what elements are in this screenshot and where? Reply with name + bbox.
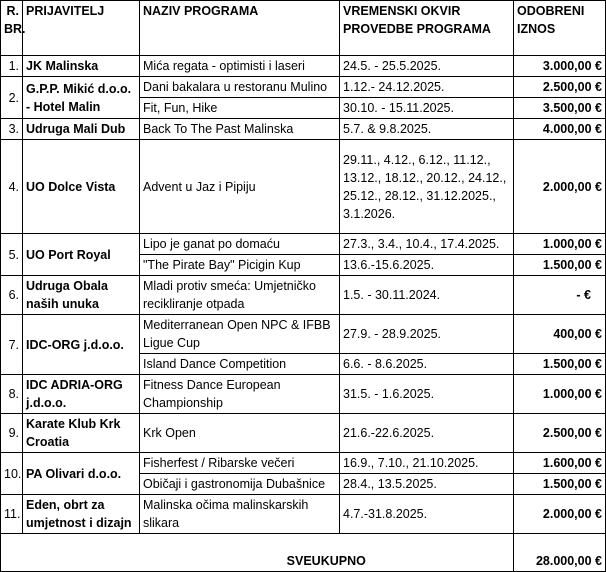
table-row <box>1 315 606 354</box>
header-amount: ODOBRENI IZNOS <box>514 1 606 56</box>
program-name-cell: Back To The Past Malinska <box>140 119 340 140</box>
amount-cell: 2.500,00 € <box>514 77 606 98</box>
applicant-cell: Udruga Mali Dub <box>23 119 140 140</box>
program-name-cell: Advent u Jaz i Pipiju <box>140 140 340 234</box>
period-cell: 5.7. & 9.8.2025. <box>340 119 514 140</box>
applicant-cell: IDC-ORG j.d.o.o. <box>23 315 140 375</box>
row-number: 2. <box>1 77 23 119</box>
row-number: 7. <box>1 315 23 375</box>
applicant-cell: Karate Klub Krk Croatia <box>23 414 140 453</box>
period-cell: 4.7.-31.8.2025. <box>340 495 514 534</box>
amount-cell: 1.500,00 € <box>514 255 606 276</box>
table-body <box>1 56 606 572</box>
applicant-cell: IDC ADRIA-ORG j.d.o.o. <box>23 375 140 414</box>
program-name-cell: Island Dance Competition <box>140 354 340 375</box>
period-cell: 21.6.-22.6.2025. <box>340 414 514 453</box>
amount-cell: - € <box>514 276 606 315</box>
total-label: SVEUKUPNO <box>140 534 514 572</box>
period-cell: 28.4., 13.5.2025. <box>340 474 514 495</box>
amount-cell: 1.000,00 € <box>514 234 606 255</box>
period-cell: 31.5. - 1.6.2025. <box>340 375 514 414</box>
header-no: R. BR. <box>1 1 23 56</box>
program-name-cell: Običaji i gastronomija Dubašnice <box>140 474 340 495</box>
total-amount: 28.000,00 € <box>514 534 606 572</box>
table-row <box>1 375 606 414</box>
total-spacer <box>1 534 140 572</box>
header-row <box>1 1 606 56</box>
program-name-cell: Fisherfest / Ribarske večeri <box>140 453 340 474</box>
amount-cell: 1.600,00 € <box>514 453 606 474</box>
amount-cell: 2.000,00 € <box>514 140 606 234</box>
program-name-cell: Krk Open <box>140 414 340 453</box>
amount-cell: 2.000,00 € <box>514 495 606 534</box>
amount-cell: 3.500,00 € <box>514 98 606 119</box>
period-cell: 1.12.- 24.12.2025. <box>340 77 514 98</box>
table-row <box>1 414 606 453</box>
applicant-cell: UO Port Royal <box>23 234 140 276</box>
table-row <box>1 119 606 140</box>
row-number: 4. <box>1 140 23 234</box>
amount-cell: 4.000,00 € <box>514 119 606 140</box>
applicant-cell: JK Malinska <box>23 56 140 77</box>
row-number: 11. <box>1 495 23 534</box>
program-name-cell: Dani bakalara u restoranu Mulino <box>140 77 340 98</box>
amount-cell: 1.000,00 € <box>514 375 606 414</box>
row-number: 10. <box>1 453 23 495</box>
row-number: 9. <box>1 414 23 453</box>
period-cell: 1.5. - 30.11.2024. <box>340 276 514 315</box>
table-row <box>1 77 606 98</box>
period-cell: 30.10. - 15.11.2025. <box>340 98 514 119</box>
period-cell: 16.9., 7.10., 21.10.2025. <box>340 453 514 474</box>
header-program: NAZIV PROGRAMA <box>140 1 340 56</box>
applicant-cell: Eden, obrt za umjetnost i dizajn <box>23 495 140 534</box>
program-name-cell: Fit, Fun, Hike <box>140 98 340 119</box>
table-row <box>1 234 606 255</box>
table-row <box>1 276 606 315</box>
program-name-cell: "The Pirate Bay" Picigin Kup <box>140 255 340 276</box>
applicant-cell: Udruga Obala naših unuka <box>23 276 140 315</box>
program-name-cell: Lipo je ganat po domaću <box>140 234 340 255</box>
period-cell: 13.6.-15.6.2025. <box>340 255 514 276</box>
amount-cell: 3.000,00 € <box>514 56 606 77</box>
amount-cell: 1.500,00 € <box>514 354 606 375</box>
period-cell: 24.5. - 25.5.2025. <box>340 56 514 77</box>
program-name-cell: Mediterranean Open NPC & IFBB Ligue Cup <box>140 315 340 354</box>
period-cell: 29.11., 4.12., 6.12., 11.12., 13.12., 18.12., 20.12., 24.12., 25.12., 28.12., 31.12.2025., 3.1.2026. <box>340 140 514 234</box>
table-row <box>1 453 606 474</box>
row-number: 5. <box>1 234 23 276</box>
table-row <box>1 56 606 77</box>
header-applicant: PRIJAVITELJ <box>23 1 140 56</box>
period-cell: 6.6. - 8.6.2025. <box>340 354 514 375</box>
applicant-cell: PA Olivari d.o.o. <box>23 453 140 495</box>
program-name-cell: Mića regata - optimisti i laseri <box>140 56 340 77</box>
total-row <box>1 534 606 572</box>
program-name-cell: Mladi protiv smeća: Umjetničko recikliranje otpada <box>140 276 340 315</box>
row-number: 1. <box>1 56 23 77</box>
table-row <box>1 495 606 534</box>
applicant-cell: G.P.P. Mikić d.o.o. - Hotel Malin <box>23 77 140 119</box>
amount-cell: 400,00 € <box>514 315 606 354</box>
period-cell: 27.3., 3.4., 10.4., 17.4.2025. <box>340 234 514 255</box>
applicant-cell: UO Dolce Vista <box>23 140 140 234</box>
program-name-cell: Malinska očima malinskarskih slikara <box>140 495 340 534</box>
row-number: 3. <box>1 119 23 140</box>
amount-cell: 2.500,00 € <box>514 414 606 453</box>
table-row <box>1 140 606 234</box>
row-number: 8. <box>1 375 23 414</box>
period-cell: 27.9. - 28.9.2025. <box>340 315 514 354</box>
program-name-cell: Fitness Dance European Championship <box>140 375 340 414</box>
row-number: 6. <box>1 276 23 315</box>
header-period: VREMENSKI OKVIR PROVEDBE PROGRAMA <box>340 1 514 56</box>
amount-cell: 1.500,00 € <box>514 474 606 495</box>
